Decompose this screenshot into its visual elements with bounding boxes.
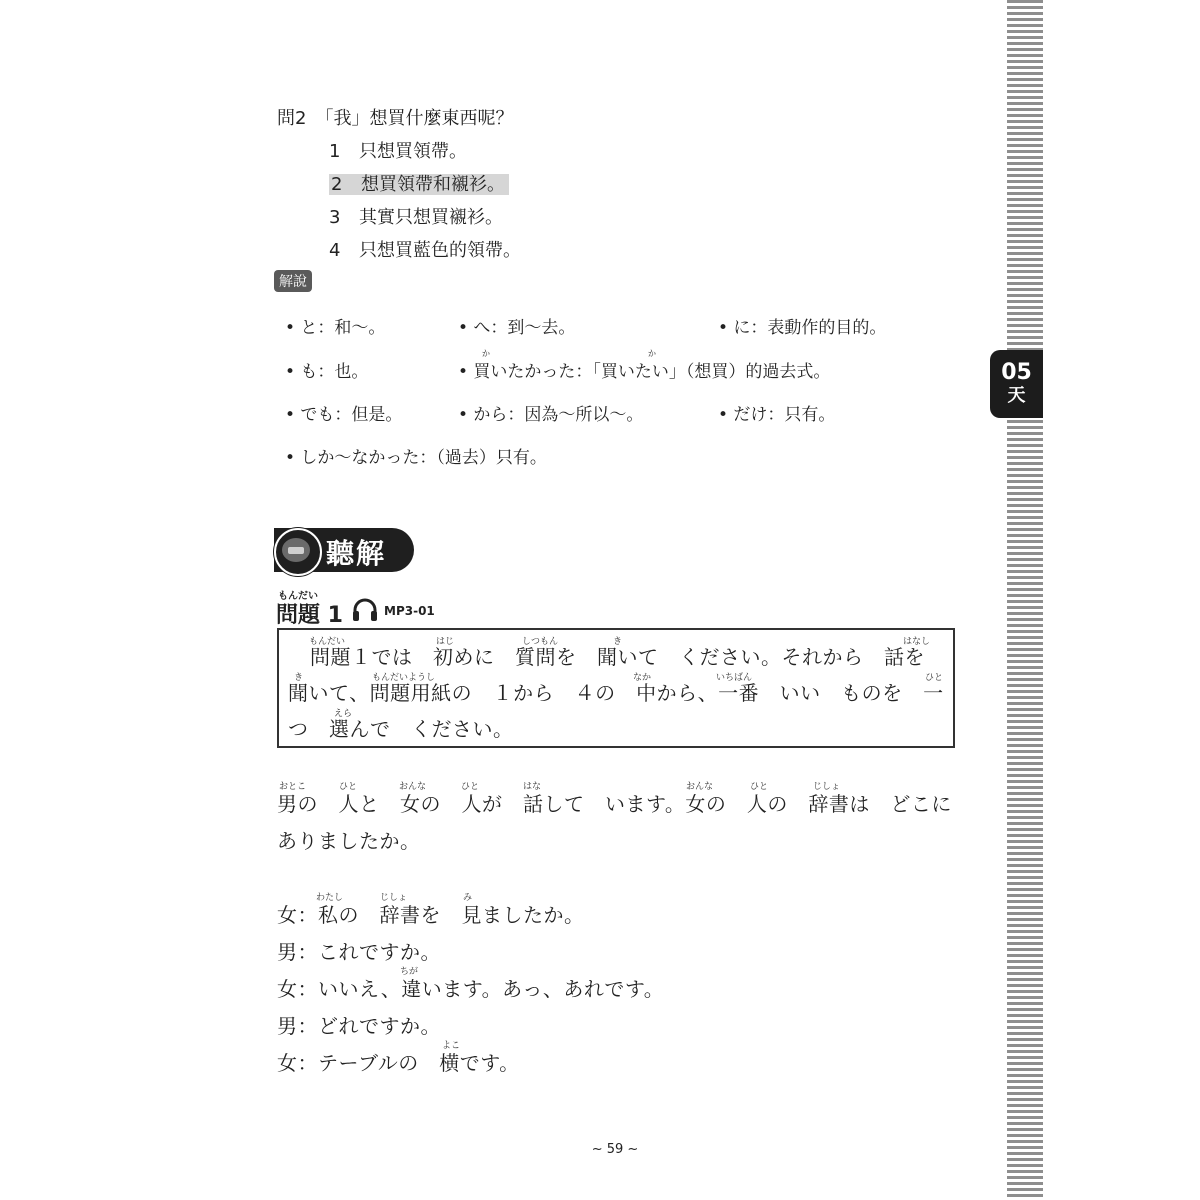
ruby: か bbox=[648, 349, 656, 358]
option-2-highlight: 2 想買領帶和襯衫。 bbox=[329, 174, 509, 195]
audio-track-label: MP3-01 bbox=[384, 604, 435, 618]
grammar-note: • も：也。 bbox=[285, 362, 369, 382]
ruby: もんだい bbox=[309, 637, 346, 647]
option-3: 3 其實只想買襯衫。 bbox=[329, 207, 503, 228]
option-1: 1 只想買領帶。 bbox=[329, 141, 467, 162]
grammar-note: • でも：但是。 bbox=[285, 405, 403, 425]
ruby: もんだいようし bbox=[372, 673, 436, 683]
ruby: おとこ bbox=[279, 782, 307, 792]
ruby: おんな bbox=[686, 782, 714, 792]
ruby: はな bbox=[523, 782, 542, 792]
ruby: み bbox=[463, 893, 473, 903]
ruby: えら bbox=[334, 709, 353, 719]
ruby: はじ bbox=[436, 637, 455, 647]
section-title: 聽解 bbox=[326, 537, 387, 570]
ruby: しつもん bbox=[522, 637, 559, 647]
ruby: ひと bbox=[339, 782, 358, 792]
chapter-tab bbox=[990, 350, 1043, 418]
page-number: ~ 59 ~ bbox=[591, 1142, 639, 1157]
dialogue-line: 男：これですか。 bbox=[277, 940, 441, 964]
ruby: はなし bbox=[903, 637, 931, 647]
prompt-line-2: ありましたか。 bbox=[277, 829, 421, 853]
ruby: わたし bbox=[316, 893, 344, 903]
instruction-line-3: つ 選んで ください。 bbox=[288, 717, 514, 741]
grammar-note: • に：表動作的目的。 bbox=[718, 318, 887, 338]
ruby: き bbox=[294, 673, 304, 683]
ruby: いちばん bbox=[716, 673, 753, 683]
mondai-title: 問題 1 bbox=[276, 603, 343, 628]
ruby: なか bbox=[633, 673, 652, 683]
grammar-note: • へ：到～去。 bbox=[458, 318, 576, 338]
ruby: よこ bbox=[442, 1041, 461, 1051]
ruby: か bbox=[482, 349, 490, 358]
ruby: ひと bbox=[461, 782, 480, 792]
dialogue-line: 女：テーブルの 横です。 bbox=[277, 1051, 520, 1075]
mondai-ruby: もんだい bbox=[278, 591, 318, 602]
grammar-note: • 買いたかった：「買いたい」（想買）的過去式。 bbox=[458, 362, 831, 382]
ruby: おんな bbox=[399, 782, 427, 792]
ruby: ちが bbox=[400, 967, 419, 977]
option-4: 4 只想買藍色的領帶。 bbox=[329, 240, 521, 261]
ruby: き bbox=[613, 637, 623, 647]
option-2 bbox=[329, 170, 509, 196]
grammar-note: • だけ：只有。 bbox=[718, 405, 836, 425]
grammar-note: • しか～なかった：（過去）只有。 bbox=[285, 448, 547, 468]
grammar-note: • と：和～。 bbox=[285, 318, 386, 338]
instruction-line-2: 聞いて、問題用紙の １から ４の 中から、一番 いい ものを 一 bbox=[288, 681, 944, 705]
prompt-line-1: 男の 人と 女の 人が 話して います。女の 人の 辞書は どこに bbox=[277, 792, 952, 816]
dialogue-line: 女：私の 辞書を 見ましたか。 bbox=[277, 903, 585, 927]
page-edge-stripes bbox=[1007, 0, 1043, 1200]
chapter-number: 05 bbox=[1001, 360, 1032, 385]
instruction-line-1: 問題１では 初めに 質問を 聞いて ください。それから 話を bbox=[310, 645, 925, 669]
dialogue-line: 男：どれですか。 bbox=[277, 1014, 441, 1038]
ruby: ひと bbox=[750, 782, 769, 792]
explanation-badge: 解說 bbox=[274, 270, 312, 292]
grammar-note: • から：因為～所以～。 bbox=[458, 405, 644, 425]
question-prompt: 問2 「我」想買什麼東西呢？ bbox=[277, 108, 514, 129]
ruby: ひと bbox=[925, 673, 944, 683]
speaker-icon bbox=[282, 538, 310, 562]
dialogue-line: 女：いいえ、違います。あっ、あれです。 bbox=[277, 977, 665, 1001]
ruby: じしょ bbox=[813, 782, 841, 792]
ruby: じしょ bbox=[380, 893, 408, 903]
headphone-icon bbox=[352, 598, 378, 622]
chapter-day-label: 天 bbox=[1007, 385, 1026, 406]
